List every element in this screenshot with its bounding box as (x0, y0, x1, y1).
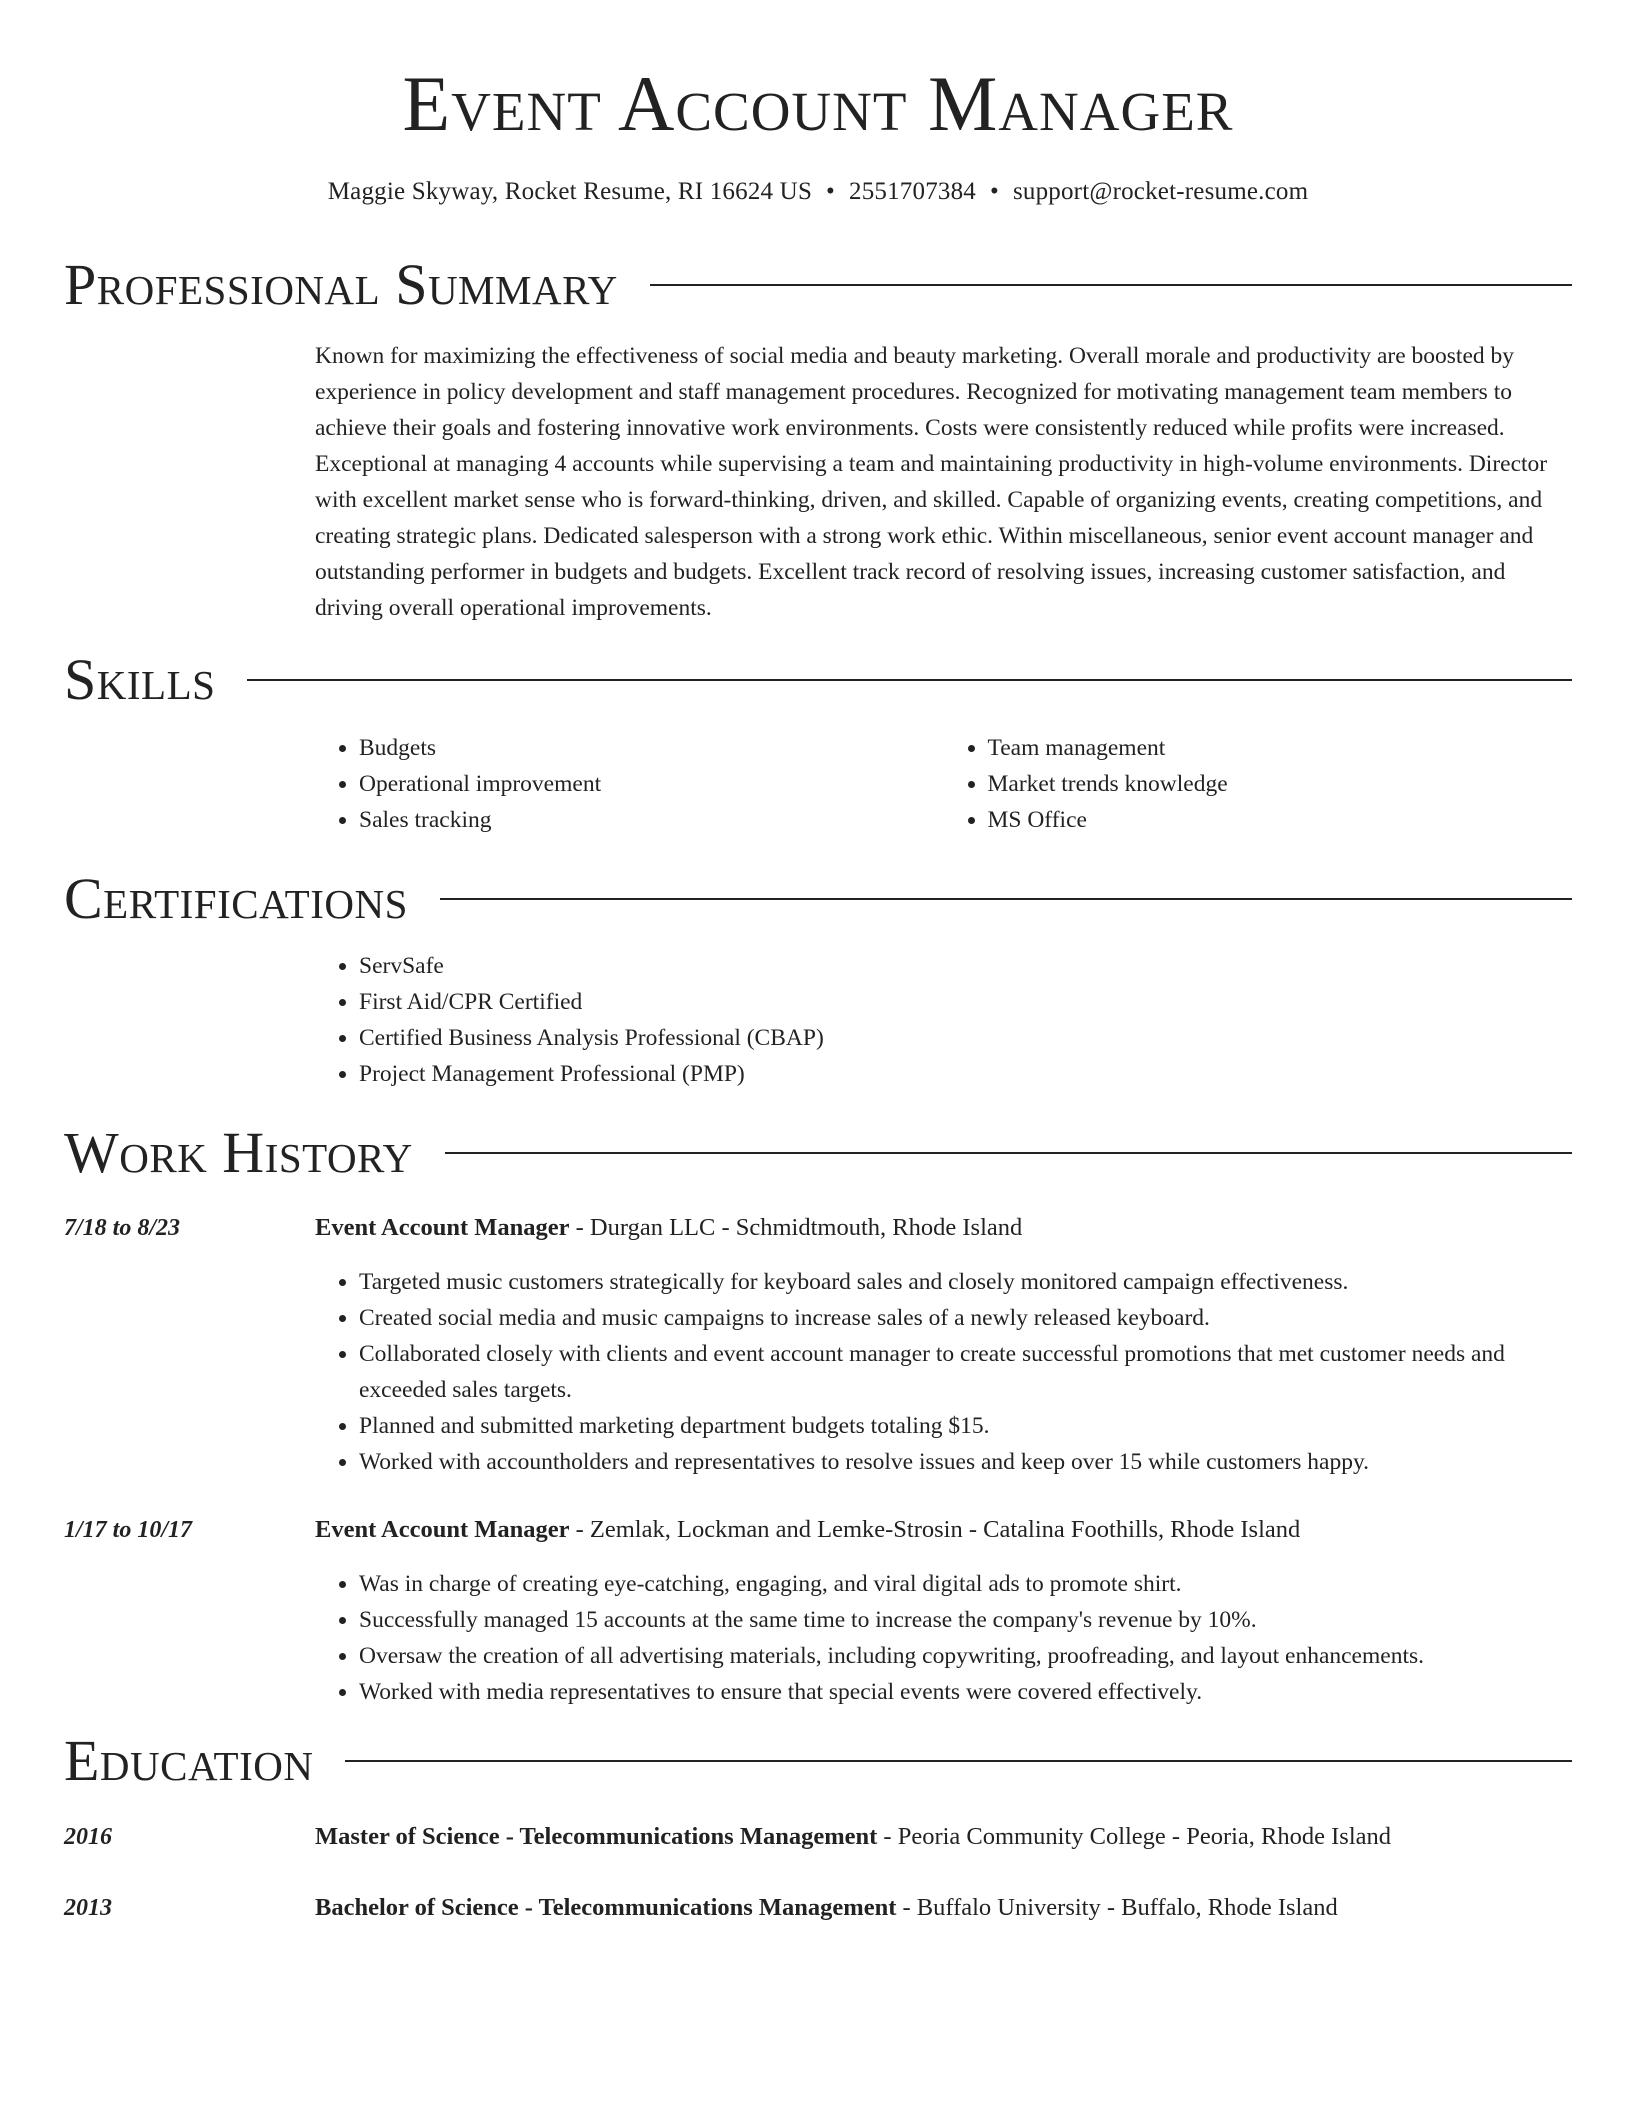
education-entry (315, 1819, 1572, 1855)
separator: • (990, 178, 999, 205)
list-item: • Project Management Professional (PMP) (359, 1056, 1572, 1092)
section-heading-skills (64, 645, 1572, 715)
list-item: • Successfully managed 15 accounts at the same time to increase the company's revenue by 10%. (359, 1602, 1572, 1638)
education-entry (315, 1890, 1572, 1926)
education-year: 2016 (64, 1824, 112, 1850)
list-item: • Budgets (359, 730, 944, 766)
job-bullets (315, 1264, 1572, 1480)
list-item: • Was in charge of creating eye-catching, engaging, and viral digital ads to promote shirt. (359, 1566, 1572, 1602)
divider (445, 1152, 1572, 1154)
list-item: • Targeted music customers strategically for keyboard sales and closely monitored campaign effectiveness. (359, 1264, 1572, 1300)
section-heading-certifications (64, 864, 1572, 934)
education-year: 2013 (64, 1895, 112, 1921)
divider (650, 284, 1572, 286)
skills-column-left (315, 730, 944, 838)
divider (247, 679, 1572, 681)
candidate-title: Event Account Manager (402, 60, 1234, 147)
section-title: Education (64, 1728, 314, 1793)
separator: • (826, 178, 835, 205)
list-item: • Operational improvement (359, 766, 944, 802)
section-heading-education (64, 1726, 1572, 1796)
list-item: • Collaborated closely with clients and event account manager to create successful promotions that met customer needs and exceeded sales targets. (359, 1336, 1572, 1408)
skills-list (315, 730, 1572, 838)
section-title: Work History (64, 1120, 413, 1185)
job-dates: 7/18 to 8/23 (64, 1215, 181, 1241)
divider (345, 1760, 1572, 1762)
job-bullets (315, 1566, 1572, 1710)
degree: Master of Science - Telecommunications Management (315, 1823, 878, 1850)
section-heading-summary (64, 250, 1572, 320)
list-item: • Worked with accountholders and representatives to resolve issues and keep over 15 while customers happy. (359, 1444, 1572, 1480)
list-item: • Oversaw the creation of all advertising materials, including copywriting, proofreading, and layout enhancements. (359, 1638, 1572, 1674)
section-title: Skills (64, 647, 216, 712)
summary-text: Known for maximizing the effectiveness of social media and beauty marketing. Overall morale and productivity are boosted by experience in policy development and staff management procedures. Recognized for motivating management team members to achieve their goals and fostering innovative work environments. Costs were consistently reduced while profits were increased. Exceptional at managing 4 accounts while supervising a team and maintaining productivity in high-volume environments. Director with excellent market sense who is forward-thinking, driven, and skilled. Capable of organizing events, creating competitions, and creating strategic plans. Dedicated salesperson with a strong work ethic. Within miscellaneous, senior event account manager and outstanding performer in budgets and budgets. Excellent track record of resolving issues, increasing customer satisfaction, and driving overall operational improvements. (315, 343, 1548, 621)
list-item: • Market trends knowledge (988, 766, 1573, 802)
job-details: - Durgan LLC - Schmidtmouth, Rhode Island (569, 1214, 1023, 1241)
list-item: • First Aid/CPR Certified (359, 984, 1572, 1020)
contact-line (64, 178, 1572, 206)
list-item: • ServSafe (359, 948, 1572, 984)
list-item: • Certified Business Analysis Professional (CBAP) (359, 1020, 1572, 1056)
list-item: • Team management (988, 730, 1573, 766)
email: support@rocket-resume.com (1012, 178, 1309, 205)
section-title: Certifications (64, 866, 408, 931)
divider (440, 898, 1572, 900)
phone: 2551707384 (849, 178, 976, 205)
section-title: Professional Summary (64, 252, 618, 317)
degree: Bachelor of Science - Telecommunications Management (315, 1894, 897, 1921)
skills-column-right (944, 730, 1573, 838)
education-details: - Buffalo University - Buffalo, Rhode Island (896, 1894, 1338, 1921)
education-details: - Peoria Community College - Peoria, Rhode Island (877, 1823, 1392, 1850)
list-item: • Planned and submitted marketing department budgets totaling $15. (359, 1408, 1572, 1444)
address: Maggie Skyway, Rocket Resume, RI 16624 US (327, 178, 813, 205)
list-item: • Sales tracking (359, 802, 944, 838)
resume-page (64, 0, 1572, 1921)
certifications-list (315, 948, 1572, 1092)
list-item: • Created social media and music campaigns to increase sales of a newly released keyboard. (359, 1300, 1572, 1336)
job-heading (315, 1210, 1572, 1246)
job-details: - Zemlak, Lockman and Lemke-Strosin - Catalina Foothills, Rhode Island (569, 1516, 1301, 1543)
job-heading (315, 1512, 1572, 1548)
job-dates: 1/17 to 10/17 (64, 1517, 193, 1543)
section-heading-work (64, 1118, 1572, 1188)
job-role: Event Account Manager (315, 1214, 570, 1241)
list-item: • Worked with media representatives to ensure that special events were covered effectively. (359, 1674, 1572, 1710)
list-item: • MS Office (988, 802, 1573, 838)
job-role: Event Account Manager (315, 1516, 570, 1543)
